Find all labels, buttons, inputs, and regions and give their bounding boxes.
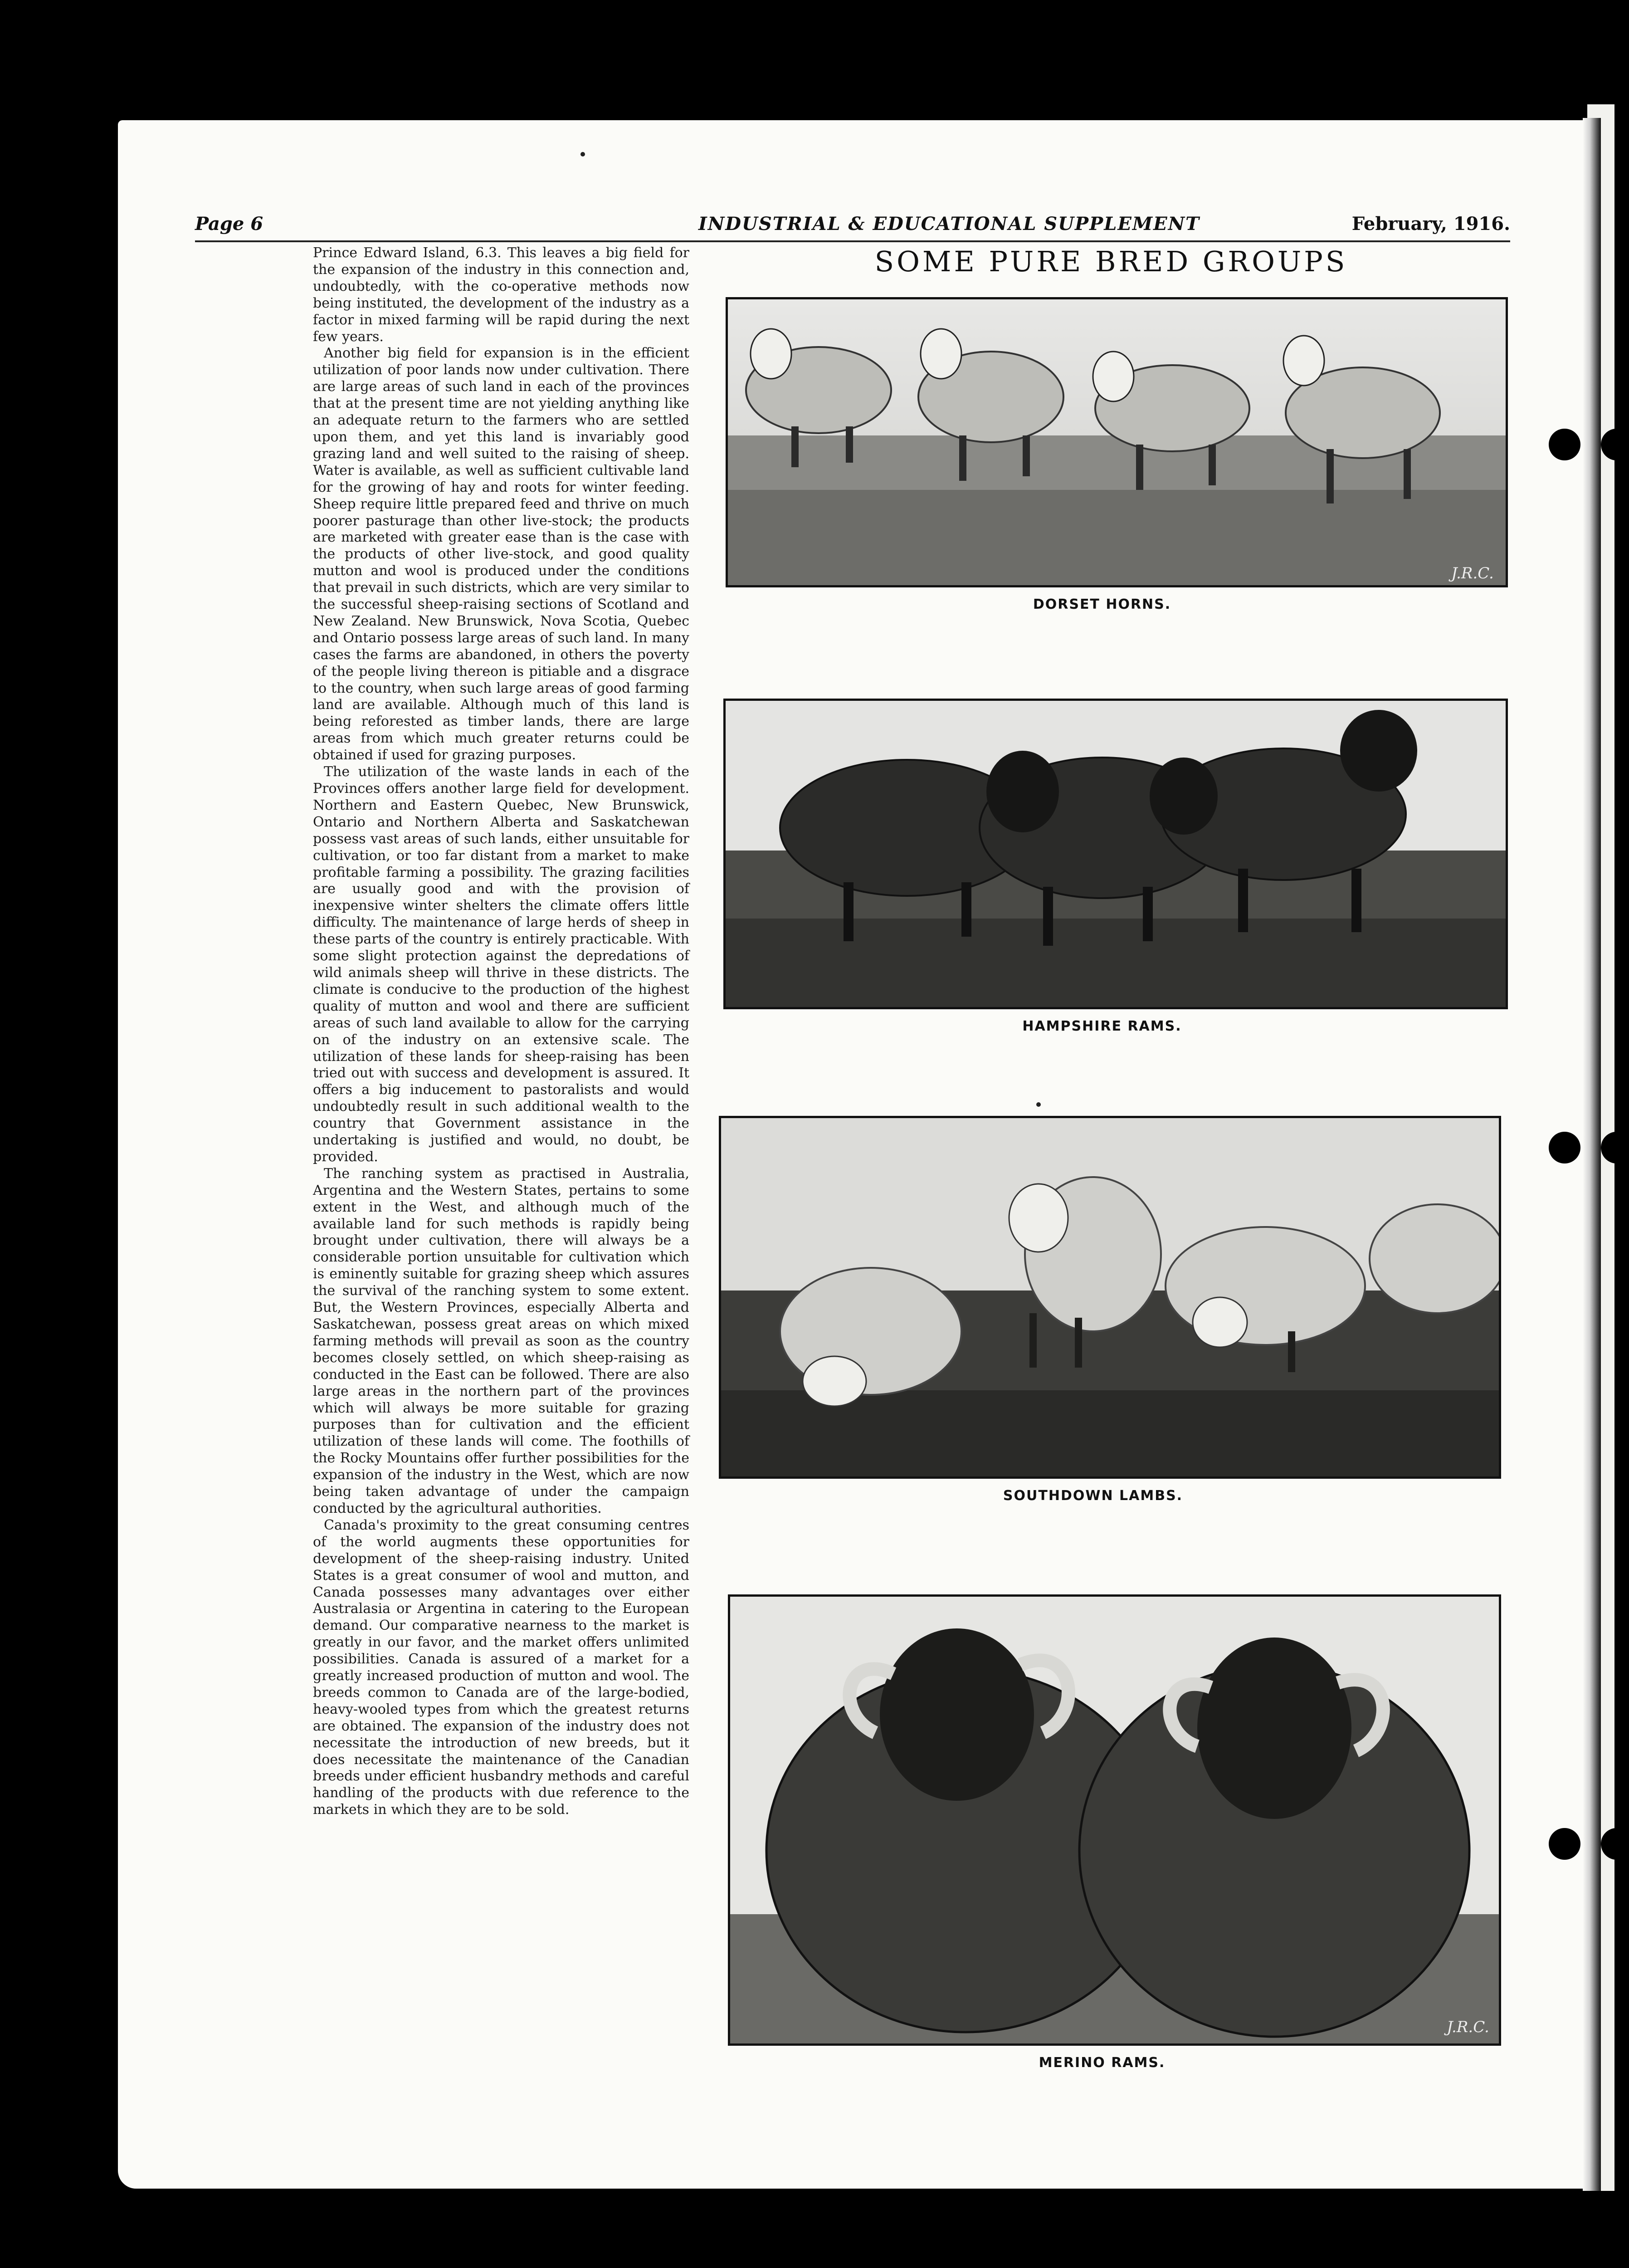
print-speck [580,152,585,156]
page-fold-shadow [1583,118,1601,2191]
photographer-signature: J.R.C. [1447,2018,1489,2036]
binding-hole [1601,429,1629,460]
binding-hole [1549,1132,1580,1163]
article-paragraph: The utilization of the waste lands in each of the Provinces offers another large field for development. Northern and Eastern Quebec, New Brunswick, Ontario and Northern Alberta and Saskatchewan possess vast areas of such lands, either unsuitable for cultivation, or too far distant from a market to make profitable farming a possibility. The grazing facilities are usually good and with the provision of inexpensive winter shelters the climate offers little difficulty. The maintenance of large herds of sheep in these parts of the country is entirely practicable. With some slight protection against the depredations of wild animals sheep will thrive in these districts. The climate is conducive to the production of the highest quality of mutton and wool and there are sufficient areas of such land available to allow for the carrying on of the industry on an extensive scale. The utilization of these lands for sheep-raising has been tried out with success and development is assured. It offers a big inducement to pastoralists and would undoubtedly result in such additional wealth to the country that Government assistance in the undertaking is justified and would, no doubt, be provided. [313,764,689,1165]
print-speck [1036,1102,1041,1107]
publication-title: INDUSTRIAL & EDUCATIONAL SUPPLEMENT [698,213,1200,235]
hampshire-rams-photo [723,699,1508,1009]
southdown-lambs-photo [719,1116,1501,1479]
binding-hole [1549,429,1580,460]
page-header [195,213,1510,242]
article-paragraph: Prince Edward Island, 6.3. This leaves a big field for the expansion of the industry in this connection and, undoubtedly, with the co-operative methods now being instituted, the development of the industry as a factor in mixed farming will be rapid during the next few years. [313,245,689,345]
article-paragraph: Another big field for expansion is in the efficient utilization of poor lands now under cultivation. There are large areas of such land in each of the provinces that at the present time are not yielding anything like an adequate return to the farmers who are settled upon them, and yet this land is invariably good grazing land and well suited to the raising of sheep. Water is available, as well as sufficient cultivable land for the growing of hay and roots for winter feeding. Sheep require little prepared feed and thrive on much poorer pasturage than other live-stock; the products are marketed with greater ease than is the case with the products of other live-stock, and good quality mutton and wool is produced under the conditions that prevail in such districts, which are very similar to the successful sheep-raising sections of Scotland and New Zealand. New Brunswick, Nova Scotia, Quebec and Ontario possess large areas of such land. In many cases the farms are abandoned, in others the poverty of the people living thereon is pitiable and a disgrace to the country, when such large areas of good farming land are available. Although much of this land is being reforested as timber lands, there are large areas from which much greater returns could be obtained if used for grazing purposes. [313,345,689,763]
photographer-signature: J.R.C. [1451,564,1494,582]
binding-hole [1601,1132,1629,1163]
article-paragraph: The ranching system as practised in Australia, Argentina and the Western States, pertains to some extent in the West, and although much of the available land for such methods is rapidly being brought under cultivation, there will always be a considerable portion unsuitable for cultivation which is eminently suitable for grazing sheep which assures the survival of the ranching system to some extent. But, the Western Provinces, especially Alberta and Saskatchewan, possess great areas on which mixed farming methods will prevail as soon as the country becomes closely settled, on which sheep-raising as conducted in the East can be followed. There are also large areas in the northern part of the provinces which will always be more suitable for grazing purposes than for cultivation and the efficient utilization of these lands will come. The foothills of the Rocky Mountains offer further possibilities for the expansion of the industry in the West, which are now being taken advantage of under the campaign conducted by the agricultural authorities. [313,1165,689,1516]
hampshire-rams-caption: HAMPSHIRE RAMS. [1022,1018,1182,1034]
southdown-lambs-caption: SOUTHDOWN LAMBS. [1003,1488,1183,1504]
merino-rams-photo [728,1594,1501,2046]
merino-rams-caption: MERINO RAMS. [1039,2055,1166,2071]
article-column [313,245,689,2059]
binding-hole [1549,1828,1580,1860]
photo-section-title: SOME PURE BRED GROUPS [874,245,1348,278]
article-paragraph: Canada's proximity to the great consuming centres of the world augments these opportunities for development of the sheep-raising industry. United States is a great consumer of wool and mutton, and Canada possesses many advantages over either Australasia or Argentina in catering to the European demand. Our comparative nearness to the market is greatly in our favor, and the market offers unlimited possibilities. Canada is assured of a market for a greatly increased production of mutton and wool. The breeds common to Canada are of the large-bodied, heavy-wooled types from which the greatest returns are obtained. The expansion of the industry does not necessitate the introduction of new breeds, but it does necessitate the maintenance of the Canadian breeds under efficient husbandry methods and careful handling of the products with due reference to the markets in which they are to be sold. [313,1517,689,1818]
dorset-horns-caption: DORSET HORNS. [1033,596,1171,612]
page-number: Page 6 [195,213,263,235]
binding-hole [1601,1828,1629,1860]
dorset-horns-photo [726,297,1508,587]
issue-date: February, 1916. [1351,213,1510,235]
